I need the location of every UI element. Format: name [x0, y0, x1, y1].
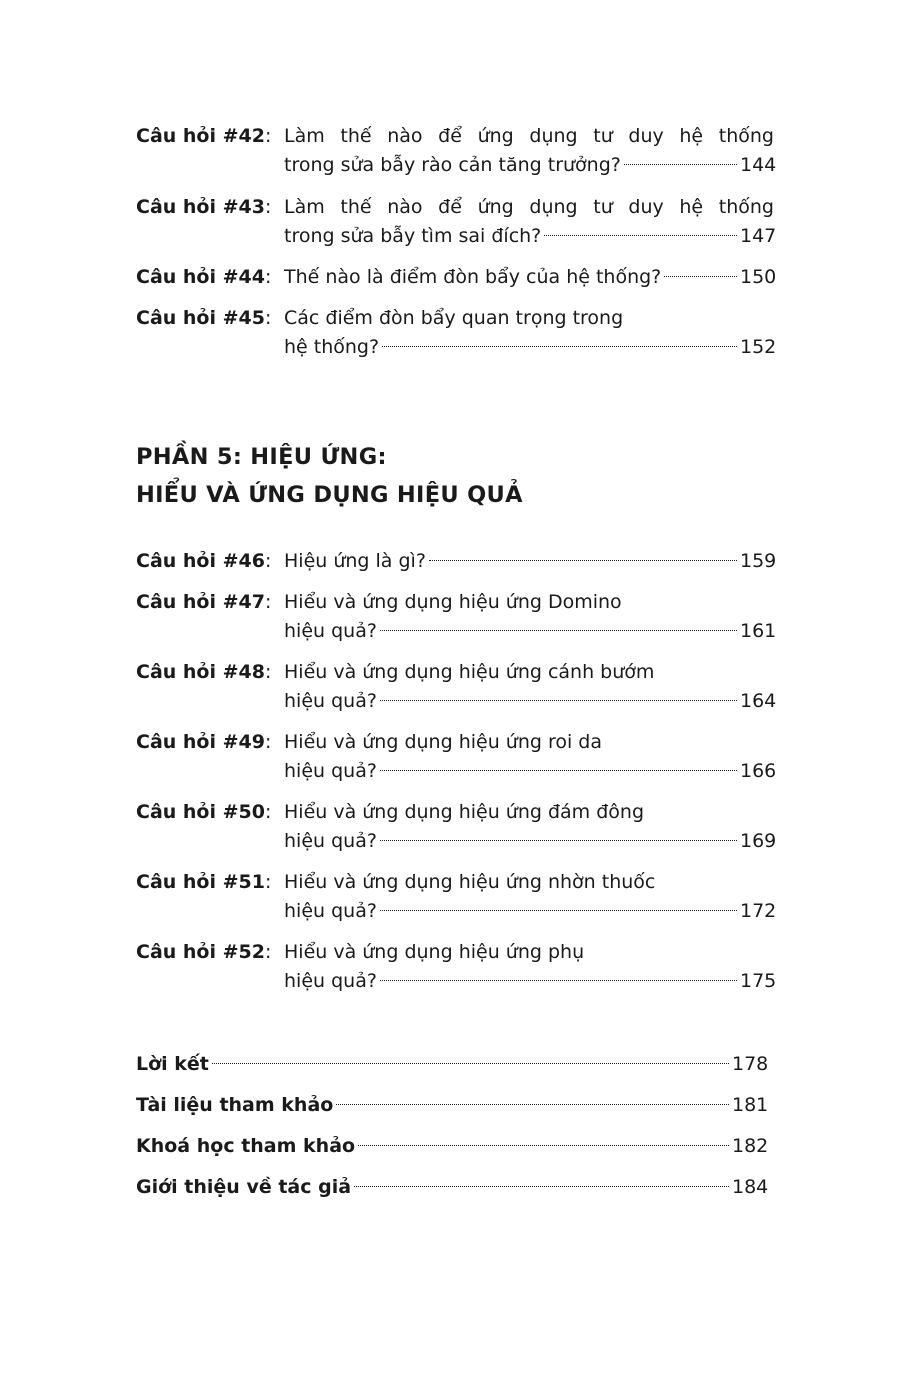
question-title-line2: hiệu quả?: [284, 620, 377, 642]
question-label: Câu hỏi #42:: [136, 125, 272, 147]
question-title-line1: Các điểm đòn bẩy quan trọng trong: [284, 307, 624, 329]
dot-leader: [212, 1063, 729, 1064]
toc-entry-q46[interactable]: [136, 547, 776, 576]
toc-entry-tai-lieu[interactable]: [136, 1091, 769, 1120]
question-title-line1: Hiểu và ứng dụng hiệu ứng cánh bướm: [284, 661, 655, 683]
page-number: 172: [740, 900, 777, 922]
question-title-line1: Hiểu và ứng dụng hiệu ứng roi da: [284, 731, 603, 753]
question-label: Câu hỏi #50:: [136, 801, 272, 823]
dot-leader: [380, 630, 737, 631]
question-label: Câu hỏi #47:: [136, 591, 272, 613]
page-number: 147: [740, 225, 777, 247]
question-title-line1: Làm thế nào để ứng dụng tư duy hệ thống: [284, 196, 774, 218]
toc-entry-q44[interactable]: [136, 263, 776, 292]
dot-leader: [380, 700, 737, 701]
question-label: Câu hỏi #46:: [136, 550, 272, 572]
dot-leader: [664, 276, 737, 277]
question-label: Câu hỏi #52:: [136, 941, 272, 963]
toc-entry-q51[interactable]: [136, 868, 776, 926]
entry-title: Tài liệu tham khảo: [136, 1094, 334, 1116]
page-number: 166: [740, 760, 777, 782]
page-number: 152: [740, 336, 777, 358]
question-title-line1: Hiểu và ứng dụng hiệu ứng nhờn thuốc: [284, 871, 656, 893]
toc-entry-q45[interactable]: [136, 304, 776, 362]
page-number: 150: [740, 266, 777, 288]
page-number: 144: [740, 154, 777, 176]
page-number: 169: [740, 830, 777, 852]
question-label: Câu hỏi #43:: [136, 196, 272, 218]
dot-leader: [624, 164, 737, 165]
page-number: 161: [740, 620, 777, 642]
question-label: Câu hỏi #44:: [136, 266, 272, 288]
question-title-line2: hệ thống?: [284, 336, 380, 358]
question-title-line1: Hiểu và ứng dụng hiệu ứng Domino: [284, 591, 622, 613]
question-label: Câu hỏi #51:: [136, 871, 272, 893]
section-heading-line2: HIỂU VÀ ỨNG DỤNG HIỆU QUẢ: [136, 482, 523, 508]
toc-entry-q47[interactable]: [136, 588, 776, 646]
question-title-line2: hiệu quả?: [284, 760, 377, 782]
entry-title: Khoá học tham khảo: [136, 1135, 356, 1157]
section-heading: [136, 438, 776, 514]
page-number: 175: [740, 970, 777, 992]
page-number: 159: [740, 550, 777, 572]
dot-leader: [429, 560, 737, 561]
entry-title: Lời kết: [136, 1053, 209, 1075]
question-title-line2: trong sửa bẫy tìm sai đích?: [284, 225, 542, 247]
question-title-line1: Hiểu và ứng dụng hiệu ứng phụ: [284, 941, 585, 963]
question-title-line1: Thế nào là điểm đòn bẩy của hệ thống?: [284, 266, 662, 288]
page-number: 164: [740, 690, 777, 712]
dot-leader: [382, 346, 737, 347]
dot-leader: [380, 840, 737, 841]
question-title-line2: hiệu quả?: [284, 970, 377, 992]
question-title-line1: Hiểu và ứng dụng hiệu ứng đám đông: [284, 801, 645, 823]
toc-entry-q52[interactable]: [136, 938, 776, 996]
toc-entry-q49[interactable]: [136, 728, 776, 786]
question-label: Câu hỏi #45:: [136, 307, 272, 329]
dot-leader: [336, 1104, 729, 1105]
question-title-line2: hiệu quả?: [284, 830, 377, 852]
page-number: 178: [732, 1053, 769, 1075]
question-title-line1: Làm thế nào để ứng dụng tư duy hệ thống: [284, 125, 774, 147]
toc-entry-q50[interactable]: [136, 798, 776, 856]
question-title-line2: hiệu quả?: [284, 690, 377, 712]
dot-leader: [544, 235, 737, 236]
page-number: 182: [732, 1135, 769, 1157]
section-heading-line1: PHẦN 5: HIỆU ỨNG:: [136, 444, 387, 470]
dot-leader: [358, 1145, 729, 1146]
page-number: 184: [732, 1176, 769, 1198]
question-title-line2: hiệu quả?: [284, 900, 377, 922]
question-title-line2: trong sửa bẫy rào cản tăng trưởng?: [284, 154, 621, 176]
toc-entry-q48[interactable]: [136, 658, 776, 716]
entry-title: Giới thiệu về tác giả: [136, 1176, 352, 1198]
dot-leader: [354, 1186, 729, 1187]
toc-entry-q42[interactable]: [136, 122, 776, 180]
toc-entry-khoa-hoc[interactable]: [136, 1132, 769, 1161]
question-label: Câu hỏi #48:: [136, 661, 272, 683]
dot-leader: [380, 770, 737, 771]
toc-entry-q43[interactable]: [136, 193, 776, 251]
page-number: 181: [732, 1094, 769, 1116]
dot-leader: [380, 980, 737, 981]
toc-entry-gioi-thieu[interactable]: [136, 1173, 769, 1202]
question-title-line1: Hiệu ứng là gì?: [284, 550, 426, 572]
dot-leader: [380, 910, 737, 911]
question-label: Câu hỏi #49:: [136, 731, 272, 753]
toc-entry-loi-ket[interactable]: [136, 1050, 769, 1079]
